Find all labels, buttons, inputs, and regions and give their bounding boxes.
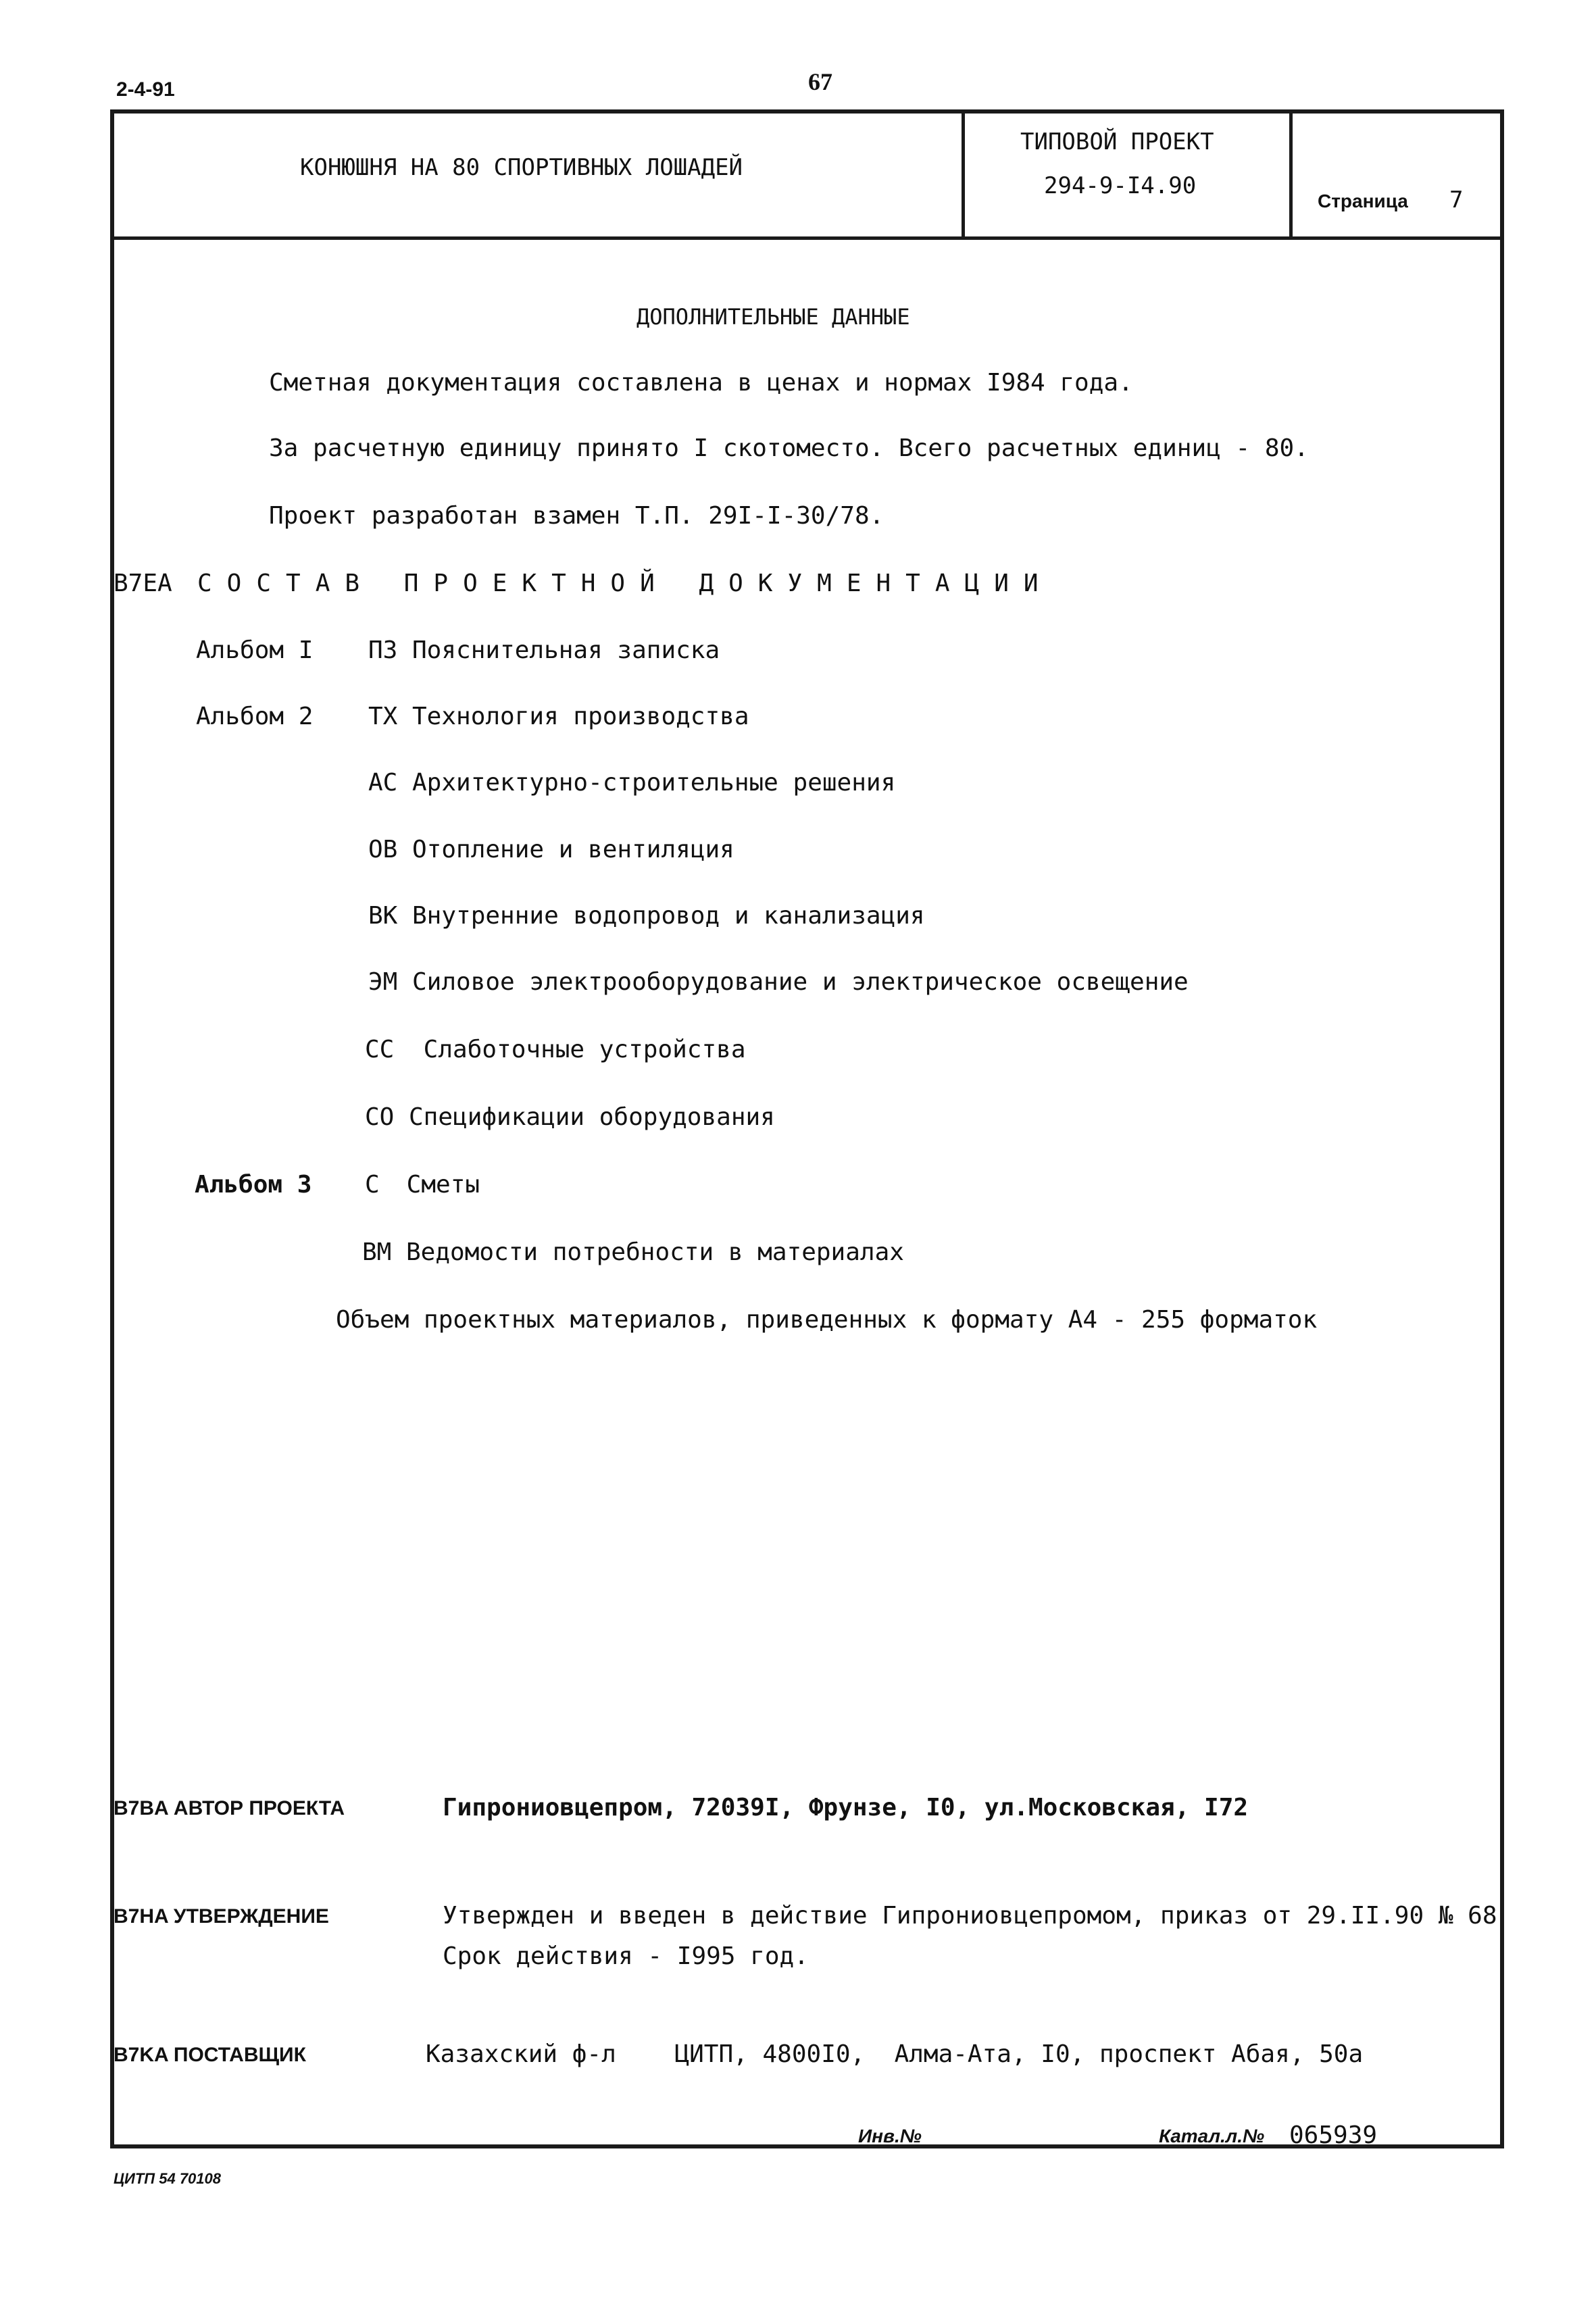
album-code: АС (368, 769, 398, 797)
album-code: ВМ (362, 1238, 392, 1266)
album-name: Сметы (392, 1171, 480, 1199)
album-code: С (365, 1171, 380, 1199)
section-title: ДОПОЛНИТЕЛЬНЫЕ ДАННЫЕ (637, 304, 910, 330)
album-code: ТХ (368, 703, 398, 730)
project-number: 294-9-I4.90 (1044, 172, 1197, 199)
page-value: 7 (1449, 186, 1464, 213)
album-name: Силовое электрооборудование и электрическое освещение (412, 968, 1189, 996)
album-name: Внутренние водопровод и канализация (412, 902, 925, 930)
album-code: ПЗ (368, 636, 398, 664)
album-label: Альбом 2 (196, 703, 314, 730)
author-code: B7BA АВТОР ПРОЕКТА (114, 1797, 345, 1819)
text-line: За расчетную единицу принято I скотоместо. Всего расчетных единиц - 80. (269, 434, 1309, 462)
album-code: ОВ (368, 836, 398, 863)
approval-code: B7HA УТВЕРЖДЕНИЕ (114, 1905, 329, 1928)
album-name: Спецификации оборудования (409, 1103, 775, 1131)
document-code: 2-4-91 (116, 78, 175, 101)
sheet-number: 67 (808, 68, 832, 95)
album-name: Ведомости потребности в материалах (406, 1238, 904, 1266)
album-name: Пояснительная записка (412, 636, 720, 664)
album-name: Технология производства (412, 703, 749, 730)
page-frame (110, 109, 1504, 2148)
text-line: Проект разработан взамен Т.П. 29I-I-30/78. (269, 502, 884, 530)
project-label: ТИПОВОЙ ПРОЕКТ (1020, 128, 1214, 155)
supplier-code: B7KA ПОСТАВЩИК (114, 2044, 306, 2066)
album-name: Отопление и вентиляция (412, 836, 734, 863)
header-divider (110, 236, 1504, 240)
album-code: ВК (368, 902, 398, 930)
album-code: СО (365, 1103, 395, 1131)
header-title: КОНЮШНЯ НА 80 СПОРТИВНЫХ ЛОШАДЕЙ (300, 154, 743, 181)
catalog-label: Катал.л.№ (1159, 2126, 1265, 2146)
header-separator-1 (962, 109, 965, 238)
approval-value: Утвержден и введен в действие Гипрониовцепромом, приказ от 29.II.90 № 68 (443, 1902, 1497, 1930)
composition-code: B7EA (114, 570, 172, 597)
text-line: Сметная документация составлена в ценах и нормах I984 года. (269, 369, 1133, 397)
album-code: СС (365, 1036, 395, 1063)
print-stamp: ЦИТП 54 70108 (114, 2170, 221, 2187)
inventory-label: Инв.№ (858, 2126, 922, 2146)
author-value: Гипрониовцепром, 72039I, Фрунзе, I0, ул.Московская, I72 (443, 1794, 1249, 1821)
catalog-value: 065939 (1289, 2121, 1378, 2149)
composition-title: СОСТАВ ПРОЕКТНОЙ ДОКУМЕНТАЦИИ (197, 570, 1053, 597)
album-name: Архитектурно-строительные решения (412, 769, 896, 797)
album-label: Альбом 3 (195, 1171, 312, 1199)
header-separator-2 (1289, 109, 1293, 238)
volume-note: Объем проектных материалов, приведенных к формату А4 - 255 форматок (336, 1306, 1318, 1334)
supplier-value: Казахский ф-л ЦИТП, 4800I0, Алма-Ата, I0, проспект Абая, 50а (426, 2040, 1364, 2068)
album-code: ЭМ (368, 968, 398, 996)
approval-term: Срок действия - I995 год. (443, 1942, 809, 1970)
album-name: Слаботочные устройства (409, 1036, 746, 1063)
page-label: Страница (1318, 191, 1408, 211)
album-label: Альбом I (196, 636, 314, 664)
